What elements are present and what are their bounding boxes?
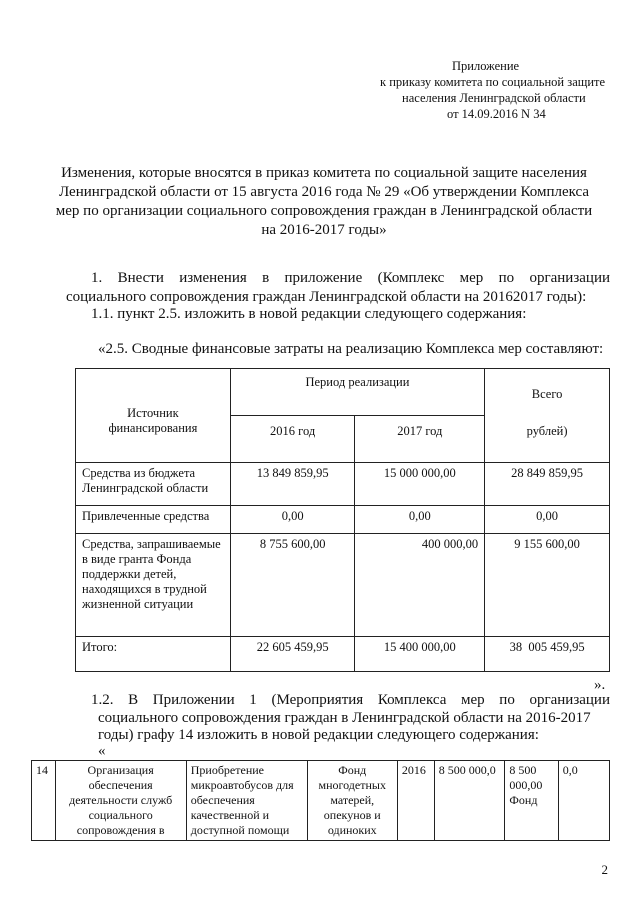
para1-line1: 1. Внести изменения в приложение (Комплекс мер по организации — [91, 270, 610, 286]
table-row — [76, 506, 610, 534]
appendix-region: населения Ленинградской области — [402, 91, 586, 105]
para1-line2: социального сопровождения граждан Ленинградской области на 20162017 годы): — [66, 289, 587, 305]
row-number: 14 — [32, 761, 56, 841]
row-amount-fund: 8 500 000,00 Фонд — [505, 761, 558, 841]
closing-quote: ». — [594, 677, 606, 693]
appendix-order-ref: к приказу комитета по социальной защите — [380, 75, 606, 89]
row-organization: Организация обеспечения деятельности служб социального сопровождения в — [55, 761, 186, 841]
para2-line2: социального сопровождения граждан в Ленинградской области на 2016-2017 — [98, 710, 591, 726]
row-fund: Фонд многодетных матерей, опекунов и одиноких — [307, 761, 397, 841]
row-zero: 0,0 — [558, 761, 609, 841]
table-row — [76, 534, 610, 637]
row-2017: 400 000,00 — [355, 534, 485, 637]
table-row — [76, 463, 610, 506]
header-rubles: рублей) — [485, 416, 610, 463]
row-source: Средства из бюджета Ленинградской области — [76, 463, 231, 506]
row-amount: 8 500 000,0 — [434, 761, 505, 841]
appendix-date: от 14.09.2016 N 34 — [447, 107, 546, 121]
row-2016: 22 605 459,95 — [230, 637, 355, 672]
para2-line1: 1.2. В Приложении 1 (Мероприятия Комплекса мер по организации — [91, 692, 610, 708]
row-2016: 0,00 — [230, 506, 355, 534]
header-total: Всего — [485, 369, 610, 416]
row-source: Итого: — [76, 637, 231, 672]
row-2017: 0,00 — [355, 506, 485, 534]
row-source: Привлеченные средства — [76, 506, 231, 534]
row-total: 0,00 — [485, 506, 610, 534]
row-2017: 15 400 000,00 — [355, 637, 485, 672]
row-total: 9 155 600,00 — [485, 534, 610, 637]
page-number: 2 — [601, 862, 608, 877]
document-title: Изменения, которые вносятся в приказ комитета по социальной защите населения Ленинградской области от 15 августа 2016 года № 29 «Об утверждении Комплекса мер по организации социального сопровождения граждан в Ленинградской области на 2016-2017 годы» — [55, 165, 593, 238]
table-row — [32, 761, 610, 841]
header-source: Источник финансирования — [76, 369, 231, 463]
header-2017: 2017 год — [355, 416, 485, 463]
para2-line3: годы) графу 14 изложить в новой редакции следующего содержания: — [98, 727, 539, 743]
quote-intro: «2.5. Сводные финансовые затраты на реализацию Комплекса мер составляют: — [98, 341, 604, 357]
row-total: 38 005 459,95 — [485, 637, 610, 672]
row-2016: 8 755 600,00 — [230, 534, 355, 637]
para2-open-quote: « — [98, 743, 106, 759]
financing-table — [75, 368, 610, 672]
row-acquisition: Приобретение микроавтобусов для обеспечения качественной и доступной помощи — [186, 761, 307, 841]
para1-line3: 1.1. пункт 2.5. изложить в новой редакции следующего содержания: — [91, 306, 527, 322]
appendix-label: Приложение — [452, 59, 520, 73]
row-source: Средства, запрашиваемые в виде гранта Фонда поддержки детей, находящихся в трудной жизненной ситуации — [76, 534, 231, 637]
row-year: 2016 — [397, 761, 434, 841]
header-2016: 2016 год — [230, 416, 355, 463]
table-row-total — [76, 637, 610, 672]
measures-table — [31, 760, 610, 841]
row-2017: 15 000 000,00 — [355, 463, 485, 506]
header-period: Период реализации — [230, 369, 484, 416]
row-total: 28 849 859,95 — [485, 463, 610, 506]
row-2016: 13 849 859,95 — [230, 463, 355, 506]
